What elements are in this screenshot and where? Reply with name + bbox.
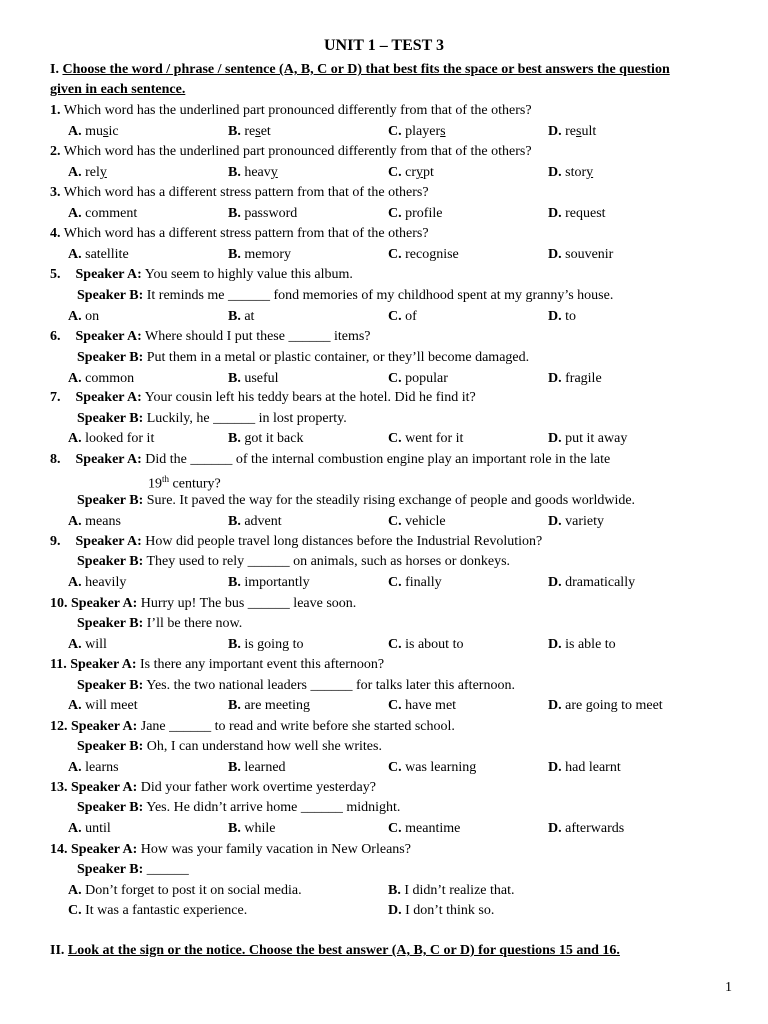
- q12-option-d[interactable]: [548, 759, 621, 777]
- q3-option-d[interactable]: [548, 205, 606, 223]
- option-letter: A.: [68, 821, 82, 836]
- option-letter: C.: [388, 206, 402, 221]
- question-number: 14.: [50, 842, 68, 857]
- option-letter: B.: [228, 165, 241, 180]
- option-letter: B.: [388, 883, 401, 898]
- q13-option-b[interactable]: [228, 820, 275, 838]
- question-8-speaker-b: [77, 492, 635, 510]
- option-letter: A.: [68, 575, 82, 590]
- option-text: request: [565, 206, 606, 221]
- option-letter: C.: [68, 903, 82, 918]
- question-text: Which word has a different stress pattern from that of the others?: [63, 226, 429, 241]
- question-11-speaker-b: [77, 677, 515, 695]
- option-text: at: [244, 309, 255, 324]
- q6-option-a[interactable]: [68, 370, 134, 388]
- speaker-b-text: Put them in a metal or plastic container, or they’ll become damaged.: [146, 350, 530, 365]
- option-text: vehicle: [405, 514, 446, 529]
- q8-option-c[interactable]: [388, 513, 446, 531]
- option-text: ult: [581, 124, 597, 139]
- q12-option-b[interactable]: [228, 759, 286, 777]
- q2-option-c[interactable]: [388, 164, 434, 182]
- option-letter: D.: [548, 637, 562, 652]
- option-text: et: [260, 124, 271, 139]
- speaker-a-text: Did your father work overtime yesterday?: [140, 780, 376, 795]
- century-number: 19: [148, 476, 162, 492]
- section-1-instruction-cont: [50, 82, 185, 98]
- q2-option-a[interactable]: [68, 164, 107, 182]
- option-letter: C.: [388, 371, 402, 386]
- page-number: 1: [725, 980, 732, 995]
- section-1-instruction-line1: Choose the word / phrase / sentence (A, B, C or D) that best fits the space or best answers the question: [62, 62, 670, 77]
- option-text: cr: [405, 165, 417, 180]
- option-text: will meet: [85, 698, 138, 713]
- question-5-speaker-b: [77, 287, 613, 305]
- option-letter: D.: [388, 903, 402, 918]
- q9-option-d[interactable]: [548, 574, 635, 592]
- option-text: Don’t forget to post it on social media.: [85, 883, 302, 898]
- option-text: player: [405, 124, 441, 139]
- option-letter: B.: [228, 247, 241, 262]
- option-text: meantime: [405, 821, 461, 836]
- option-letter: C.: [388, 431, 402, 446]
- option-text: means: [85, 514, 121, 529]
- q1-option-d[interactable]: [548, 123, 596, 141]
- q9-option-c[interactable]: [388, 574, 442, 592]
- question-text: Which word has the underlined part pronounced differently from that of the others?: [63, 144, 532, 159]
- question-6-speaker-b: [77, 349, 529, 367]
- option-text: is able to: [565, 637, 616, 652]
- option-text: learns: [85, 760, 119, 775]
- q1-option-b[interactable]: [228, 123, 271, 141]
- option-letter: B.: [228, 760, 241, 775]
- q3-option-b[interactable]: [228, 205, 297, 223]
- option-letter: C.: [388, 309, 402, 324]
- q5-option-d[interactable]: [548, 308, 576, 326]
- option-text: password: [244, 206, 298, 221]
- speaker-b-text: I’ll be there now.: [146, 616, 243, 631]
- option-letter: C.: [388, 637, 402, 652]
- option-letter: B.: [228, 431, 241, 446]
- option-letter: A.: [68, 514, 82, 529]
- option-text: was learning: [405, 760, 477, 775]
- speaker-b-label: Speaker B:: [77, 288, 144, 303]
- speaker-a-label: Speaker A:: [75, 329, 142, 344]
- question-6-speaker-a: [50, 328, 371, 346]
- option-text: common: [85, 371, 135, 386]
- speaker-b-label: Speaker B:: [77, 350, 144, 365]
- speaker-a-label: Speaker A:: [75, 534, 142, 549]
- option-letter: B.: [228, 698, 241, 713]
- q11-option-c[interactable]: [388, 697, 456, 715]
- q8-option-d[interactable]: [548, 513, 604, 531]
- question-5-speaker-a: [50, 266, 353, 284]
- option-text: comment: [85, 206, 138, 221]
- q14-option-a[interactable]: [68, 882, 302, 900]
- section-2-instruction-text: Look at the sign or the notice. Choose the best answer (A, B, C or D) for questions 15 and 16.: [67, 943, 620, 958]
- option-letter: A.: [68, 637, 82, 652]
- question-number: 10.: [50, 596, 68, 611]
- option-letter: C.: [388, 124, 402, 139]
- question-number: 12.: [50, 719, 68, 734]
- option-text: re: [565, 124, 577, 139]
- speaker-a-label: Speaker A:: [71, 780, 138, 795]
- speaker-b-text: They used to rely ______ on animals, such as horses or donkeys.: [146, 554, 511, 569]
- option-text: advent: [244, 514, 282, 529]
- q6-option-d[interactable]: [548, 370, 602, 388]
- question-13-speaker-b: [77, 799, 400, 817]
- question-14-speaker-a: [50, 841, 411, 859]
- option-letter: A.: [68, 309, 82, 324]
- option-text: have met: [405, 698, 457, 713]
- speaker-a-label: Speaker A:: [71, 596, 138, 611]
- q8-option-b[interactable]: [228, 513, 282, 531]
- option-letter: C.: [388, 165, 402, 180]
- speaker-b-text: Sure. It paved the way for the steadily rising exchange of people and goods worldwide.: [146, 493, 636, 508]
- q13-option-a[interactable]: [68, 820, 111, 838]
- speaker-a-label: Speaker A:: [75, 452, 142, 467]
- speaker-b-label: Speaker B:: [77, 554, 144, 569]
- q7-option-b[interactable]: [228, 430, 303, 448]
- question-4-stem: [50, 225, 429, 243]
- option-text: variety: [565, 514, 604, 529]
- option-underlined: s: [103, 124, 109, 139]
- question-10-speaker-a: [50, 595, 356, 613]
- q14-option-b[interactable]: [388, 882, 514, 900]
- speaker-b-text: Luckily, he ______ in lost property.: [146, 411, 347, 426]
- q6-option-b[interactable]: [228, 370, 279, 388]
- option-letter: A.: [68, 760, 82, 775]
- option-letter: B.: [228, 206, 241, 221]
- question-number: 3.: [50, 185, 61, 200]
- option-underlined: s: [576, 124, 582, 139]
- question-number: 2.: [50, 144, 61, 159]
- speaker-a-label: Speaker A:: [75, 267, 142, 282]
- option-text: learned: [244, 760, 286, 775]
- option-text: I didn’t realize that.: [404, 883, 515, 898]
- option-letter: C.: [388, 514, 402, 529]
- page-title: UNIT 1 – TEST 3: [323, 37, 445, 54]
- option-text: until: [85, 821, 111, 836]
- speaker-b-label: Speaker B:: [77, 493, 144, 508]
- q4-option-b[interactable]: [228, 246, 291, 264]
- option-letter: D.: [548, 760, 562, 775]
- speaker-a-text: You seem to highly value this album.: [144, 267, 353, 282]
- question-3-stem: [50, 184, 429, 202]
- q3-option-a[interactable]: [68, 205, 137, 223]
- section-2-roman: II.: [50, 943, 65, 958]
- option-underlined: y: [416, 165, 424, 180]
- speaker-a-text: Jane ______ to read and write before she started school.: [140, 719, 455, 734]
- option-text: recognise: [405, 247, 459, 262]
- option-text: fragile: [565, 371, 602, 386]
- option-text: popular: [405, 371, 448, 386]
- option-text: heavily: [85, 575, 127, 590]
- option-text: looked for it: [85, 431, 155, 446]
- option-letter: D.: [548, 431, 562, 446]
- q10-option-c[interactable]: [388, 636, 463, 654]
- speaker-a-label: Speaker A:: [71, 719, 138, 734]
- option-letter: A.: [68, 698, 82, 713]
- question-9-speaker-a: [50, 533, 542, 551]
- option-text: I don’t think so.: [405, 903, 495, 918]
- option-letter: A.: [68, 371, 82, 386]
- option-text: useful: [244, 371, 279, 386]
- speaker-a-label: Speaker A:: [75, 390, 142, 405]
- q5-option-c[interactable]: [388, 308, 417, 326]
- option-text: rel: [85, 165, 100, 180]
- q1-option-a[interactable]: [68, 123, 119, 141]
- option-text: are going to meet: [565, 698, 663, 713]
- option-letter: D.: [548, 514, 562, 529]
- option-letter: D.: [548, 165, 562, 180]
- option-text: pt: [423, 165, 434, 180]
- speaker-b-text: Yes. the two national leaders ______ for talks later this afternoon.: [146, 678, 515, 693]
- q11-option-d[interactable]: [548, 697, 663, 715]
- option-letter: D.: [548, 206, 562, 221]
- speaker-b-label: Speaker B:: [77, 800, 144, 815]
- option-text: dramatically: [565, 575, 636, 590]
- speaker-a-label: Speaker A:: [71, 842, 138, 857]
- option-letter: C.: [388, 575, 402, 590]
- option-text: importantly: [244, 575, 310, 590]
- option-letter: B.: [228, 575, 241, 590]
- option-text: to: [565, 309, 577, 324]
- q4-option-d[interactable]: [548, 246, 613, 264]
- option-text: had learnt: [565, 760, 621, 775]
- q2-option-b[interactable]: [228, 164, 278, 182]
- speaker-b-label: Speaker B:: [77, 862, 144, 877]
- q11-option-a[interactable]: [68, 697, 138, 715]
- question-number: 8.: [50, 452, 61, 467]
- question-1-stem: [50, 102, 532, 120]
- q14-option-c[interactable]: [68, 902, 247, 920]
- question-8-speaker-a-cont: [148, 470, 221, 494]
- option-letter: C.: [388, 698, 402, 713]
- option-letter: D.: [548, 575, 562, 590]
- option-letter: D.: [548, 821, 562, 836]
- speaker-a-text: Where should I put these ______ items?: [145, 329, 371, 344]
- speaker-a-text-cont: century?: [169, 476, 221, 492]
- speaker-a-text: Your cousin left his teddy bears at the hotel. Did he find it?: [144, 390, 476, 405]
- question-2-stem: [50, 143, 532, 161]
- speaker-a-label: Speaker A:: [70, 657, 137, 672]
- speaker-b-text: Yes. He didn’t arrive home ______ midnight.: [146, 800, 401, 815]
- option-underlined: y: [270, 165, 278, 180]
- option-text: are meeting: [244, 698, 311, 713]
- option-letter: B.: [228, 514, 241, 529]
- q4-option-c[interactable]: [388, 246, 459, 264]
- q12-option-a[interactable]: [68, 759, 119, 777]
- question-14-speaker-b: [77, 861, 189, 879]
- option-letter: A.: [68, 165, 82, 180]
- option-letter: B.: [228, 124, 241, 139]
- option-letter: D.: [548, 698, 562, 713]
- option-text: while: [244, 821, 276, 836]
- question-number: 13.: [50, 780, 68, 795]
- q12-option-c[interactable]: [388, 759, 476, 777]
- option-letter: A.: [68, 883, 82, 898]
- section-1-roman: I.: [50, 62, 59, 77]
- question-9-speaker-b: [77, 553, 510, 571]
- option-letter: A.: [68, 431, 82, 446]
- option-letter: B.: [228, 309, 241, 324]
- option-letter: D.: [548, 124, 562, 139]
- q5-option-a[interactable]: [68, 308, 99, 326]
- option-text: on: [85, 309, 100, 324]
- q10-option-d[interactable]: [548, 636, 616, 654]
- option-text: put it away: [565, 431, 628, 446]
- question-13-speaker-a: [50, 779, 376, 797]
- option-text: profile: [405, 206, 443, 221]
- option-letter: D.: [548, 371, 562, 386]
- question-number: 5.: [50, 267, 61, 282]
- option-text: got it back: [244, 431, 304, 446]
- q13-option-d[interactable]: [548, 820, 624, 838]
- ordinal-suffix: th: [162, 474, 170, 484]
- section-1-instruction-line2: given in each sentence.: [50, 82, 186, 97]
- speaker-b-label: Speaker B:: [77, 678, 144, 693]
- speaker-a-text: Hurry up! The bus ______ leave soon.: [140, 596, 357, 611]
- option-text: stor: [565, 165, 587, 180]
- question-7-speaker-a: [50, 389, 476, 407]
- question-12-speaker-b: [77, 738, 382, 756]
- option-letter: A.: [68, 124, 82, 139]
- option-text: will: [85, 637, 107, 652]
- option-letter: D.: [548, 309, 562, 324]
- option-underlined: y: [586, 165, 594, 180]
- question-10-speaker-b: [77, 615, 242, 633]
- question-12-speaker-a: [50, 718, 455, 736]
- question-text: Which word has the underlined part pronounced differently from that of the others?: [63, 103, 532, 118]
- q1-option-c[interactable]: [388, 123, 446, 141]
- option-underlined: s: [255, 124, 261, 139]
- option-text: ic: [108, 124, 119, 139]
- option-text: re: [244, 124, 256, 139]
- option-letter: B.: [228, 371, 241, 386]
- q14-option-d[interactable]: [388, 902, 494, 920]
- q7-option-c[interactable]: [388, 430, 463, 448]
- question-number: 9.: [50, 534, 61, 549]
- speaker-b-label: Speaker B:: [77, 411, 144, 426]
- q9-option-a[interactable]: [68, 574, 126, 592]
- option-text: It was a fantastic experience.: [85, 903, 248, 918]
- question-7-speaker-b: [77, 410, 347, 428]
- option-text: is about to: [405, 637, 464, 652]
- speaker-a-text: How did people travel long distances before the Industrial Revolution?: [145, 534, 543, 549]
- question-number: 7.: [50, 390, 61, 405]
- speaker-b-text: It reminds me ______ fond memories of my childhood spent at my granny’s house.: [146, 288, 614, 303]
- option-text: went for it: [405, 431, 464, 446]
- speaker-b-text: Oh, I can understand how well she writes.: [146, 739, 382, 754]
- q4-option-a[interactable]: [68, 246, 129, 264]
- option-text: heav: [244, 165, 271, 180]
- option-letter: A.: [68, 206, 82, 221]
- option-letter: D.: [548, 247, 562, 262]
- q11-option-b[interactable]: [228, 697, 310, 715]
- question-number: 11.: [50, 657, 67, 672]
- q10-option-a[interactable]: [68, 636, 107, 654]
- question-number: 6.: [50, 329, 61, 344]
- option-text: of: [405, 309, 417, 324]
- option-letter: A.: [68, 247, 82, 262]
- option-letter: B.: [228, 821, 241, 836]
- question-8-speaker-a: [50, 451, 610, 469]
- question-number: 1.: [50, 103, 61, 118]
- option-underlined: s: [440, 124, 446, 139]
- option-text: souvenir: [565, 247, 614, 262]
- option-text: satellite: [85, 247, 129, 262]
- q6-option-c[interactable]: [388, 370, 448, 388]
- option-text: finally: [405, 575, 442, 590]
- option-text: memory: [244, 247, 291, 262]
- question-11-speaker-a: [50, 656, 384, 674]
- option-letter: C.: [388, 247, 402, 262]
- option-letter: B.: [228, 637, 241, 652]
- section-1-instruction: [50, 62, 670, 78]
- q3-option-c[interactable]: [388, 205, 442, 223]
- q7-option-a[interactable]: [68, 430, 154, 448]
- question-number: 4.: [50, 226, 61, 241]
- q10-option-b[interactable]: [228, 636, 303, 654]
- q8-option-a[interactable]: [68, 513, 121, 531]
- speaker-b-label: Speaker B:: [77, 616, 144, 631]
- speaker-a-text: How was your family vacation in New Orleans?: [140, 842, 411, 857]
- q9-option-b[interactable]: [228, 574, 310, 592]
- section-2-instruction: [50, 943, 620, 959]
- q7-option-d[interactable]: [548, 430, 627, 448]
- question-text: Which word has a different stress pattern from that of the others?: [63, 185, 429, 200]
- speaker-a-text: Did the ______ of the internal combustion engine play an important role in the late: [145, 452, 611, 467]
- speaker-b-label: Speaker B:: [77, 739, 144, 754]
- q2-option-d[interactable]: [548, 164, 593, 182]
- option-letter: C.: [388, 821, 402, 836]
- option-underlined: y: [99, 165, 107, 180]
- speaker-a-text: Is there any important event this afternoon?: [139, 657, 385, 672]
- option-text: is going to: [244, 637, 304, 652]
- q13-option-c[interactable]: [388, 820, 460, 838]
- option-text: mu: [85, 124, 104, 139]
- speaker-b-text: ______: [146, 862, 189, 877]
- option-text: afterwards: [565, 821, 625, 836]
- q5-option-b[interactable]: [228, 308, 254, 326]
- option-letter: C.: [388, 760, 402, 775]
